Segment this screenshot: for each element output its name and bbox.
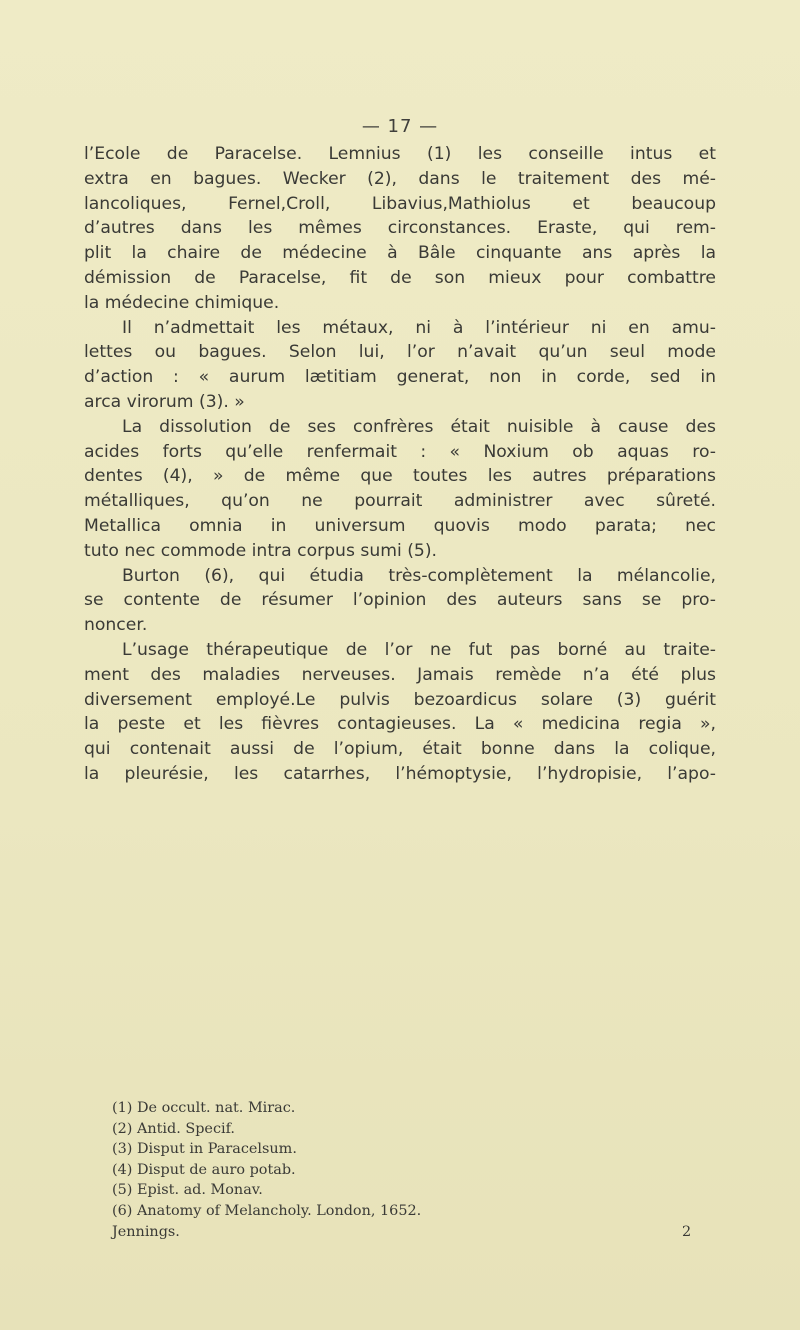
text-line: La dissolution de ses confrères était nuisible à cause des — [122, 416, 716, 437]
text-line: Burton (6), qui étudia très-complètement la mélancolie, — [122, 565, 716, 586]
body-text — [84, 142, 716, 787]
text-line: l’Ecole de Paracelse. Lemnius (1) les conseille intus et — [84, 144, 716, 164]
text-line: lancoliques, Fernel,Croll, Libavius,Mathiolus et beaucoup — [84, 193, 716, 214]
text-line: la médecine chimique. — [84, 292, 280, 313]
text-line: ment des maladies nerveuses. Jamais remède n’a été plus — [84, 664, 716, 685]
text-line: métalliques, qu’on ne pourrait administrer avec sûreté. — [84, 491, 716, 512]
text-line: lettes ou bagues. Selon lui, l’or n’avait qu’un seul mode — [84, 342, 716, 363]
footnote: (2) Antid. Specif. — [112, 1120, 236, 1137]
text-line: qui contenait aussi de l’opium, était bonne dans la colique, — [84, 739, 716, 760]
text-line: Metallica omnia in universum quovis modo parata; nec — [84, 515, 716, 536]
text-line: extra en bagues. Wecker (2), dans le traitement des mé- — [84, 168, 716, 189]
text-line: L’usage thérapeutique de l’or ne fut pas borné au traite- — [122, 639, 716, 660]
text-line: plit la chaire de médecine à Bâle cinquante ans après la — [84, 243, 716, 264]
footnote: (1) De occult. nat. Mirac. — [112, 1100, 296, 1116]
text-line: diversement employé.Le pulvis bezoardicus solare (3) guérit — [84, 689, 716, 710]
signature-mark: 2 — [682, 1224, 692, 1240]
page-number: — 17 — — [361, 116, 439, 137]
footnote: (6) Anatomy of Melancholy. London, 1652. — [112, 1202, 422, 1219]
text-line: Il n’admettait les métaux, ni à l’intérieur ni en amu- — [122, 317, 716, 338]
footnote: Jennings. — [112, 1223, 180, 1240]
footnote: (4) Disput de auro potab. — [112, 1161, 296, 1178]
text-line: démission de Paracelse, fit de son mieux pour combattre — [84, 267, 716, 288]
text-line: la peste et les fièvres contagieuses. La « medicina regia », — [84, 714, 716, 735]
footnotes — [112, 1098, 692, 1242]
text-line: la pleurésie, les catarrhes, l’hémoptysie, l’hydropisie, l’apo- — [84, 763, 716, 784]
text-line: acides forts qu’elle renfermait : « Noxium ob aquas ro- — [84, 441, 716, 462]
text-line: arca virorum (3). » — [84, 391, 245, 412]
footnote: (5) Epist. ad. Monav. — [112, 1182, 263, 1199]
text-line: se contente de résumer l’opinion des auteurs sans se pro- — [84, 590, 716, 611]
footnote: (3) Disput in Paracelsum. — [112, 1141, 297, 1158]
text-line: tuto nec commode intra corpus sumi (5). — [84, 540, 438, 561]
text-line: noncer. — [84, 615, 148, 636]
text-line: dentes (4), » de même que toutes les autres préparations — [84, 466, 716, 487]
text-line: d’autres dans les mêmes circonstances. Eraste, qui rem- — [84, 218, 716, 239]
text-line: d’action : « aurum lætitiam generat, non in corde, sed in — [84, 367, 716, 388]
